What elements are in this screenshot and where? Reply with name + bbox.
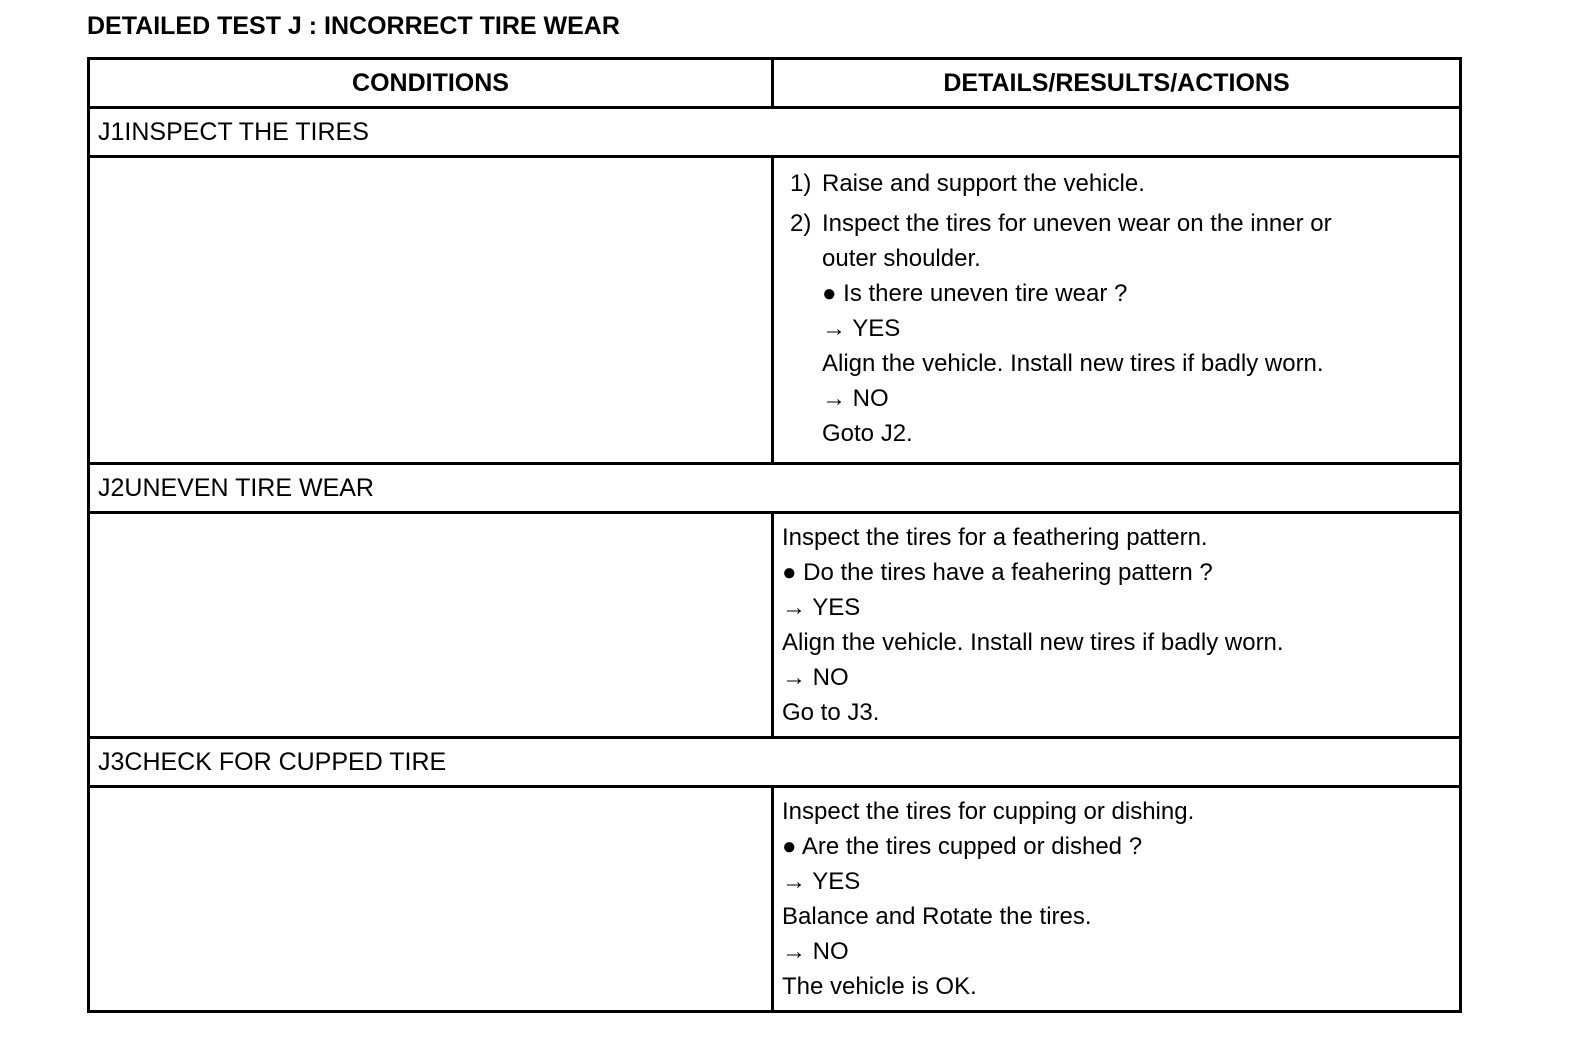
step-heading-j2: J2UNEVEN TIRE WEAR: [89, 464, 1461, 513]
step-heading-j3: J3CHECK FOR CUPPED TIRE: [89, 738, 1461, 787]
question-line: ● Do the tires have a feahering pattern ?: [782, 559, 1213, 586]
conditions-cell: [89, 787, 773, 1012]
no-branch: → NO: [782, 938, 849, 965]
yes-branch: → YES: [822, 315, 901, 342]
detail-line: Inspect the tires for cupping or dishing.: [782, 798, 1195, 825]
yes-action: Align the vehicle. Install new tires if badly worn.: [782, 629, 1284, 656]
step-body-row: [89, 513, 1461, 738]
yes-branch: → YES: [782, 868, 861, 895]
step-heading-row: [89, 464, 1461, 513]
conditions-cell: [89, 157, 773, 464]
table-header-row: [89, 59, 1461, 108]
detail-line: outer shoulder.: [822, 245, 981, 272]
item-number: 2): [790, 210, 812, 237]
item-number: 1): [790, 170, 812, 197]
conditions-cell: [89, 513, 773, 738]
detail-line: Inspect the tires for a feathering pattern.: [782, 524, 1208, 551]
step-heading-row: [89, 738, 1461, 787]
list-item: [790, 166, 1449, 201]
page-title: DETAILED TEST J : INCORRECT TIRE WEAR: [87, 12, 620, 40]
no-action: Go to J3.: [782, 699, 880, 726]
no-action: Goto J2.: [822, 420, 913, 447]
question-line: ● Are the tires cupped or dished ?: [782, 833, 1143, 860]
step-body-row: [89, 157, 1461, 464]
yes-action: Align the vehicle. Install new tires if badly worn.: [822, 350, 1324, 377]
details-header: DETAILS/RESULTS/ACTIONS: [773, 59, 1461, 108]
yes-action: Balance and Rotate the tires.: [782, 903, 1092, 930]
conditions-header: CONDITIONS: [89, 59, 773, 108]
step-heading-j1: J1INSPECT THE TIRES: [89, 108, 1461, 157]
no-action: The vehicle is OK.: [782, 973, 977, 1000]
no-branch: → NO: [822, 385, 889, 412]
test-table: [87, 57, 1462, 1013]
question-line: ● Is there uneven tire wear ?: [822, 280, 1128, 307]
list-item: [790, 206, 1449, 451]
step-body-row: [89, 787, 1461, 1012]
details-cell: [773, 787, 1461, 1012]
detail-line: Inspect the tires for uneven wear on the inner or: [822, 210, 1332, 237]
detail-line: Raise and support the vehicle.: [822, 170, 1145, 197]
no-branch: → NO: [782, 664, 849, 691]
yes-branch: → YES: [782, 594, 861, 621]
details-cell: [773, 513, 1461, 738]
step-heading-row: [89, 108, 1461, 157]
details-cell: [773, 157, 1461, 464]
